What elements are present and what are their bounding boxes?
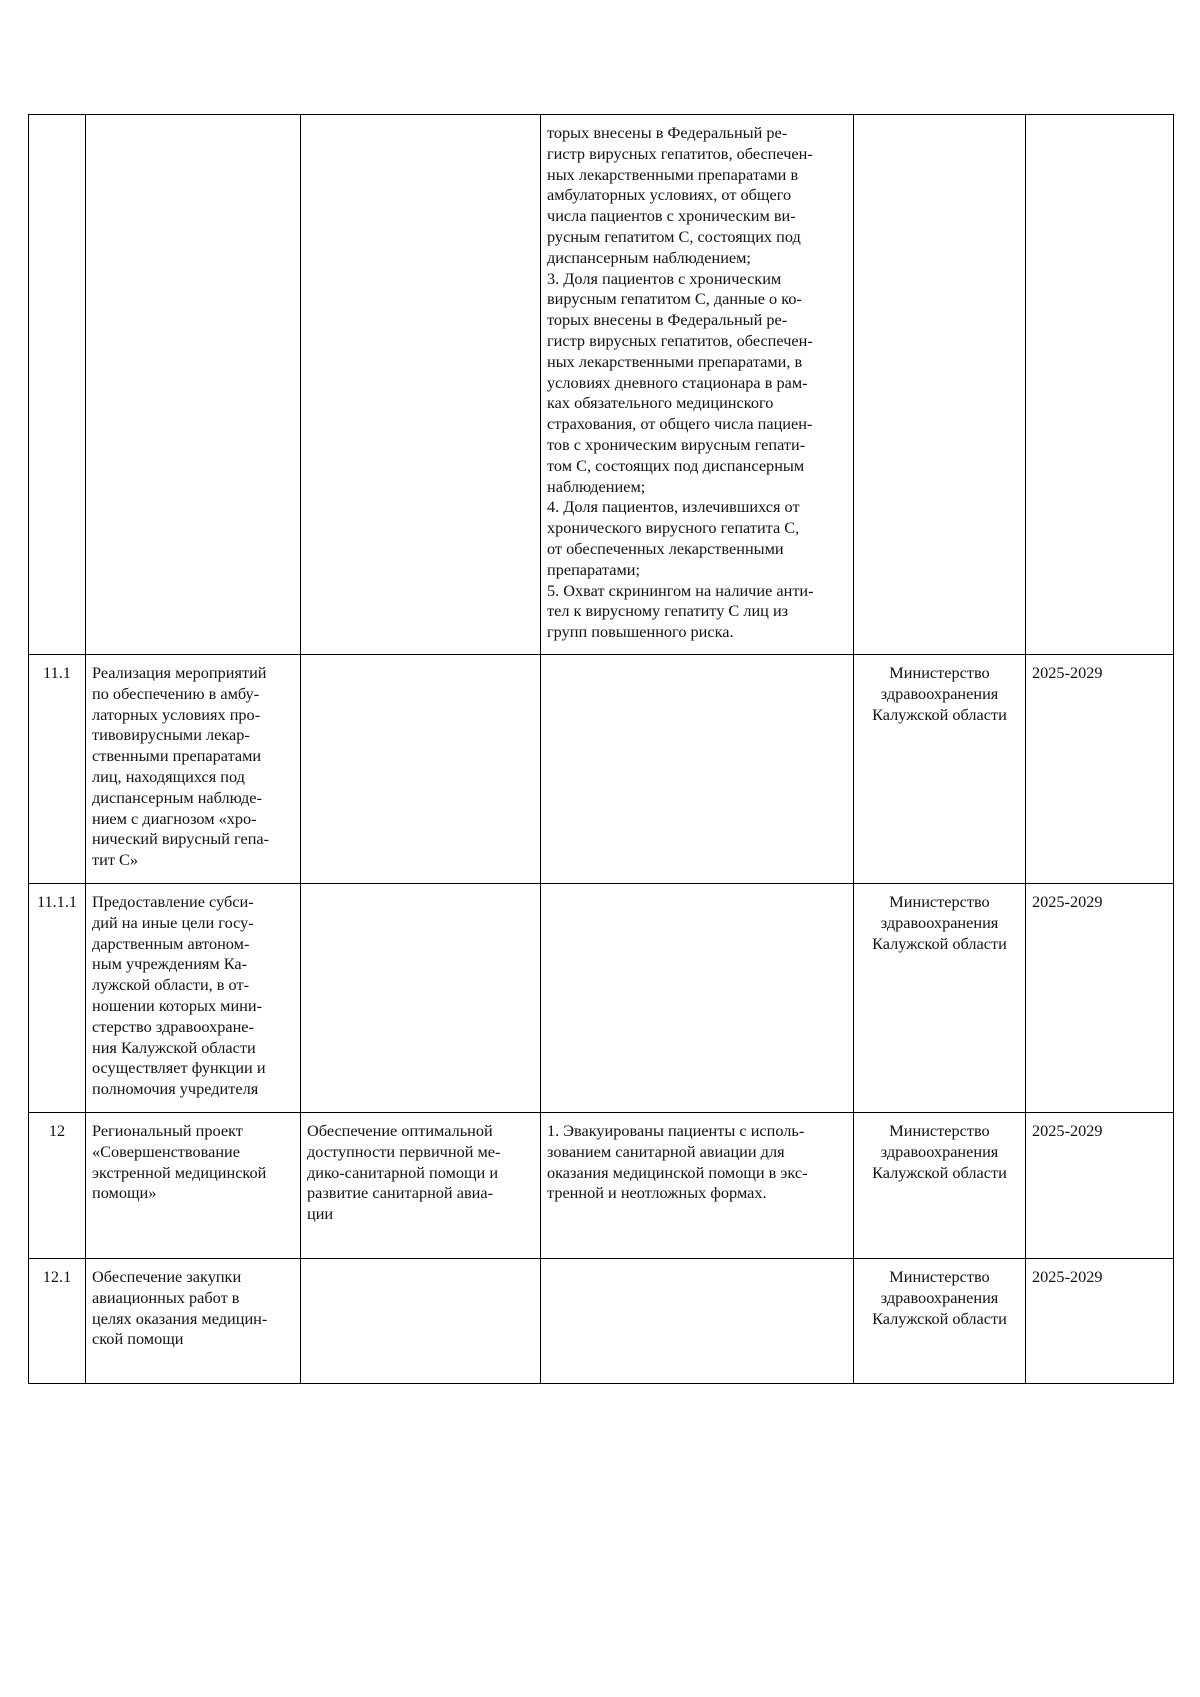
activity-name: Предоставление субси- дий на иные цели госу- дарственным автоном- ным учреждениям Ка- лужской области, в от- ношении которых мини- стерство здравоохране- ния Калужской области осуществляет функции и полномочия учредителя [86, 884, 301, 1113]
row-number: 12 [29, 1113, 86, 1259]
task-description: Обеспечение оптимальной доступности первичной ме- дико-санитарной помощи и развитие санитарной авиа- ции [301, 1113, 541, 1259]
table-row [29, 1113, 1174, 1259]
responsible-executor [854, 115, 1026, 655]
task-description [301, 115, 541, 655]
implementation-period: 2025-2029 [1026, 1259, 1174, 1384]
expected-result [541, 1259, 854, 1384]
table-row [29, 1259, 1174, 1384]
task-description [301, 884, 541, 1113]
activity-name [86, 115, 301, 655]
implementation-period: 2025-2029 [1026, 884, 1174, 1113]
activity-name: Региональный проект «Совершенствование экстренной медицинской помощи» [86, 1113, 301, 1259]
responsible-executor: Министерство здравоохранения Калужской области [854, 1259, 1026, 1384]
implementation-period: 2025-2029 [1026, 655, 1174, 884]
table-row [29, 884, 1174, 1113]
table-row [29, 655, 1174, 884]
program-activities-table [28, 114, 1174, 1384]
implementation-period [1026, 115, 1174, 655]
activity-name: Обеспечение закупки авиационных работ в целях оказания медицин- ской помощи [86, 1259, 301, 1384]
row-number: 11.1.1 [29, 884, 86, 1113]
responsible-executor: Министерство здравоохранения Калужской области [854, 1113, 1026, 1259]
row-number [29, 115, 86, 655]
row-number: 12.1 [29, 1259, 86, 1384]
task-description [301, 655, 541, 884]
expected-result [541, 655, 854, 884]
responsible-executor: Министерство здравоохранения Калужской области [854, 884, 1026, 1113]
table-row [29, 115, 1174, 655]
implementation-period: 2025-2029 [1026, 1113, 1174, 1259]
expected-result: торых внесены в Федеральный ре- гистр вирусных гепатитов, обеспечен- ных лекарственными препаратами в амбулаторных условиях, от общего числа пациентов с хроническим ви- русным гепатитом С, состоящих под диспансерным наблюдением; 3. Доля пациентов с хроническим вирусным гепатитом С, данные о ко- торых внесены в Федеральный ре- гистр вирусных гепатитов, обеспечен- ных лекарственными препаратами, в условиях дневного стационара в рам- ках обязательного медицинского страхования, от общего числа пациен- тов с хроническим вирусным гепати- том С, состоящих под диспансерным наблюдением; 4. Доля пациентов, излечившихся от хронического вирусного гепатита С, от обеспеченных лекарственными препаратами; 5. Охват скринингом на наличие анти- тел к вирусному гепатиту С лиц из групп повышенного риска. [541, 115, 854, 655]
row-number: 11.1 [29, 655, 86, 884]
task-description [301, 1259, 541, 1384]
activity-name: Реализация мероприятий по обеспечению в амбу- латорных условиях про- тивовирусными лекар- ственными препаратами лиц, находящихся под диспансерным наблюде- нием с диагнозом «хро- нический вирусный гепа- тит С» [86, 655, 301, 884]
responsible-executor: Министерство здравоохранения Калужской области [854, 655, 1026, 884]
expected-result: 1. Эвакуированы пациенты с исполь- зованием санитарной авиации для оказания медицинской помощи в экс- тренной и неотложных формах. [541, 1113, 854, 1259]
expected-result [541, 884, 854, 1113]
